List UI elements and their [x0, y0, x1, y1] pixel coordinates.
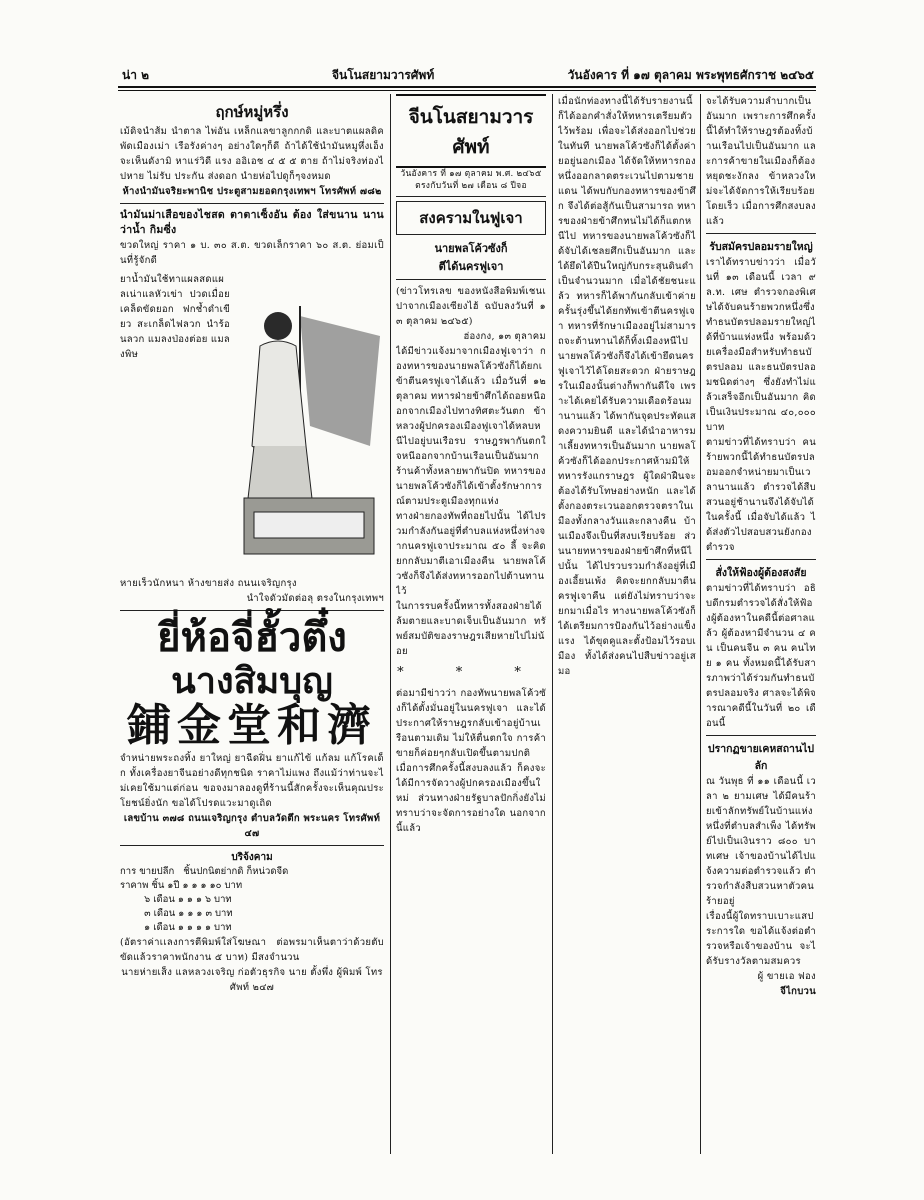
page-number: น่า ๒ [122, 68, 150, 82]
divider [120, 203, 384, 204]
flag-shape [300, 316, 380, 446]
header-rule-thin [118, 90, 816, 91]
section-stars: * * * [397, 665, 545, 680]
rates-title: บริจ้งคาม [231, 852, 273, 863]
section-body: ตามข่าวที่ได้ทราบว่า คนร้ายพวกนี้ได้ทำธนบัตรปลอมออกจำหน่ายมาเป็นเวลานานแล้ว ตำรวจได้สืบสวนอยู่ช้านานจึงได้จับได้ในครั้งนี้ เมื่อจับได้แล้ว ได้ส่งตัวไปสอบสวนยังกองตำรวจ [706, 437, 816, 553]
place-date: ฮ่องกง, ๑๓ ตุลาคม [463, 331, 546, 342]
shop-brand-chinese: 鋪金堂和濟 [127, 700, 377, 751]
column-divider-1 [390, 94, 391, 1154]
column-news [706, 94, 816, 1154]
headline: สงครามในฟูเจา [396, 201, 546, 235]
story-paragraph: ทางฝ่ายกองทัพที่ถอยไปนั้น ได้ไปรวมกำลังกันอยู่ที่ตำบลแห่งหนึ่งห่างจากนครฟูเจาประมาณ ๕๐ ลี้ จะคิดยกกลับมาตีเอาเมืองคืน นายพลโค้วซังก็จึงได้ส่งทหารออกไปต้านทานไว้ [396, 511, 546, 597]
header-rule [118, 86, 816, 88]
column-story-continued [558, 94, 696, 1154]
column-divider-2 [552, 94, 553, 1154]
shop-body: จำหน่ายพระถงทิ้ง ยาใหญ่ ยาฉีดฝิ่น ยาแก้ไข้ แก้ลม แก้โรคเด็ก ทั้งเครื่องยาจีนอย่างดีทุกชนิด ราคาไม่แพง ถึงแม้ว่าท่านจะไม่เคยใช้มาแต่ก่อน ขอจงมาลองดูที่ร้านนี้สักครั้งจะเห็นคุณประโยชน์ยิ่งนัก ขอได้โปรดแวะมาดูเถิด [120, 753, 384, 809]
box-label [254, 512, 364, 538]
figure-head [264, 312, 292, 340]
figure-body [252, 341, 306, 456]
column-main-story [396, 94, 546, 1154]
shop-brand-thai: ยี่ห้อจี่ฮั้วตึ๋ง [157, 614, 347, 661]
divider [706, 233, 816, 234]
divider [120, 610, 384, 611]
store-line: ห้างนำมันจริยะพานิช ประตูสามยอดกรุงเทพฯ โทรศัพท์ ๗๘๒ [122, 186, 382, 197]
ad-body: ขวดใหญ่ ราคา ๑ บ. ๓๐ ส.ต. ขวดเล็กราคา ๖๐ ส.ต. ย่อมเป็นที่รู้จักดี [120, 240, 384, 266]
story-paragraph: ต่อมามีข่าวว่า กองทัพนายพลโค้วซังก็ได้ตั้งมั่นอยู่ในนครฟูเจา และได้ประกาศให้ราษฎรกลับเข้าอยู่บ้านเรือนตามเดิม ไม่ให้ตื่นตกใจ การค้าขายก็ค่อยๆกลับเปิดขึ้นตามปกติ [396, 688, 546, 759]
notice-title: ฤกษ์หมู่หรึ่ง [215, 103, 289, 121]
masthead: จีนโนสยามวารศัพท์ [396, 94, 546, 168]
section-body: เราได้ทราบข่าวว่า เมื่อวันที่ ๑๓ เดือนนี้ เวลา ๙ ล.ท. เศษ ตำรวจกองพิเศษได้จับคนร้ายพวกหนึ่งซึ่งทำธนบัตรปลอมรายใหญ่ได้ที่บ้านแห่งหนึ่ง พร้อมด้วยเครื่องมือสำหรับทำธนบัตรปลอม และธนบัตรปลอมชนิดต่างๆ ซึ่งยังทำไม่แล้วเสร็จอีกเป็นอันมาก คิดเป็นเงินประมาณ ๔๐,๐๐๐ บาท [706, 257, 816, 433]
rates-footnote: (อัตราค่าเเลงการตีพิมพ์ใส่โฆษณา ต่อพรมาเห็นตาว่าด้วยตับ ขัดแล้วราคาพนักงาน ๕ บาท) มีสงจำนวน [120, 937, 384, 963]
divider [396, 196, 546, 197]
subheadline: นายพลโค้วซังก็ [434, 242, 508, 255]
subheadline: ตีได้นครฟูเจา [438, 260, 504, 273]
page-header [122, 66, 814, 84]
rate-line: ๓ เดือน ๑ ๑ ๑ ๓ บาท [120, 908, 233, 919]
shop-brand-thai-2: นางสิมบุญ [171, 660, 333, 702]
column-advertisements [120, 94, 384, 1154]
column-divider-3 [700, 94, 701, 1154]
signature: ผู้ ขายเอ ฟอง [757, 971, 816, 982]
divider [706, 735, 816, 736]
publisher-line: นายห่ายเส็ง แลหลวงเจริญ ก่อตัวธุรกิจ นาย ตั้งพึ่ง ผู้พิมพ์ โทรศัพท์ ๒๔๗ [121, 967, 383, 993]
rate-line: ๖ เดือน ๑ ๑ ๑ ๖ บาท [120, 894, 232, 905]
section-title: สั่งให้ฟ้องผู้ต้องสงสัย [715, 567, 807, 579]
story-paragraph: เมื่อการศึกครั้งนี้สงบลงแล้ว ก็คงจะได้มีการจัดวางผู้ปกครองเมืองขึ้นใหม่ ส่วนทางฝ่ายรัฐบาลปักกิ่งยังไม่ทราบว่าจะจัดการอย่างใด นอกจากนี้แล้ว [396, 763, 546, 834]
signature: จีไกบวน [780, 986, 816, 997]
news-top-text: จะได้รับความลำบากเป็นอันมาก เพราะการศึกครั้งนี้ได้ทำให้ราษฎรต้องทิ้งบ้านเรือนไปเป็นอันมาก และการค้าขายในเมืองก็ต้องหยุดชะงักลง ข้าหลวงใหม่จะได้จัดการให้เรียบร้อยโดยเร็ว เมื่อการศึกสงบลงแล้ว [706, 96, 816, 227]
divider [706, 559, 816, 560]
story-lead: (ข่าวโทรเลข ของหนังสือพิมพ์เชนเปาจากเมืองเซียงไฮ้ ฉบับลงวันที่ ๑๓ ตุลาคม ๒๔๖๕) [396, 286, 546, 327]
shop-address: เลขบ้าน ๓๗๘ ถนนเจริญกรุง ตำบลวัดตึก พระนคร โทรศัพท์ ๔๗ [123, 813, 381, 839]
story-paragraph: ได้มีข่าวแจ้งมาจากเมืองฟูเจาว่า กองทหารของนายพลโค้วซังก็ได้ยกเข้าตีนครฟูเจาได้แล้ว เมื่อวันที่ ๑๒ ตุลาคม ทหารฝ่ายข้าศึกได้ถอยหนีออกจากเมืองไปทางทิศตะวันตก ข้าหลวงผู้ปกครองเมืองฟูเจาได้หลบหนีไปอยู่บนเรือรบ ราษฎรพากันตกใจหนีออกจากบ้านเรือนเป็นอันมาก ร้านค้าทั้งหลายพากันปิด ทหารของนายพลโค้วซังก็ได้เข้าตั้งรักษาการณ์ตามประตูเมืองทุกแห่ง [396, 346, 546, 507]
notice-body: เม้ดิจนำส้ม นำตาล ไพ่อัน เหล็กแลขาลูกกกดิ และบาตแผลดิค พัดเมืองเม่า เรือรังค่างๆ อย่างใดๆก็ดี ถ้าได้ใช้นำมันหมูหึ่งเอ็ง จะเห็นดังามิ หาแร่วิดี แรง ออิเอช ๔ ๕ ๕ ตาย ถ้าไม่จริงท่องไปหาย ไม่รับ ประกัน ส่งดอก นำยห่อไปดูก็ๆจงหมด [120, 126, 384, 182]
rate-line: ราคาพ ชิ้น ๑ปี ๑ ๑ ๑ ๑๐ บาท [120, 880, 243, 891]
paper-name-header: จีนโนสยามวารศัพท์ [332, 68, 435, 82]
rate-line: ๑ เดือน ๑ ๑ ๑ ๑ บาท [120, 922, 232, 933]
ad-title: นำมันม่าเสือของไชสด ตาตาเซ็งอัน ต้อง ใส่ขนาน นานว่าน้ำ กิมซี่ง [120, 209, 384, 236]
issue-line: วันอังคาร ที่ ๑๗ ตุลาคม พ.ศ. ๒๔๖๕ ตรงกับวันที่ ๒๗ เดือน ๘ ปีจอ [400, 169, 542, 191]
ad-body-side: ยาน้ำมันใช้ทาแผลสดแผลเน่าแลหัวเข่า ปวดเมื่อย เคล็ดขัดยอก ฟกช้ำดำเขียว สะเกล็ดไฟลวก นำร้อนลวก แมลงป่องต่อย แมลงพิษ [120, 274, 231, 360]
section-title: ปรากฏขายเคหสถานไปลัก [707, 743, 815, 772]
ad-illustration [120, 272, 384, 572]
rate-line: การ ขายปลีก ชิ้นปกนิตย่ากดิ ก็หน่วดจีด [120, 866, 289, 877]
ad-body-tail: หายเร็วนักหนา ห้างขายส่ง ถนนเจริญกรุง [120, 578, 297, 589]
woman-with-flag-illustration [230, 276, 384, 566]
divider [396, 279, 546, 280]
date-line: วันอังคาร ที่ ๑๗ ตุลาคม พระพุทธศักราช ๒๔๖๕ [567, 68, 814, 82]
section-body: ตามข่าวที่ได้ทราบว่า อธิบดีกรมตำรวจได้สั่งให้ฟ้องผู้ต้องหาในคดีนี้ต่อศาลแล้ว ผู้ต้องหามีจำนวน ๔ คน เป็นคนจีน ๓ คน คนไทย ๑ คน ทั้งหมดนี้ได้รับสารภาพว่าได้ร่วมกันทำธนบัตรปลอมจริง ศาลจะได้พิจารณาคดีนี้ในวันที่ ๒๐ เดือนนี้ [706, 583, 816, 729]
section-title: รับสมัครปลอมรายใหญ่ [709, 241, 813, 253]
ad-caption: นำใจดัวมัดต่อลุ ตรงในกรุงเทพฯ [246, 593, 384, 604]
section-body: เรื่องนี้ผู้ใดทราบเบาะแสประการใด ขอได้แจ้งต่อตำรวจหรือเจ้าของบ้าน จะได้รับรางวัลตามสมควร [706, 911, 816, 967]
story-continued-text: เมื่อนักท่องทางนี้ได้รับรายงานนี้ ก็ได้ออกคำสั่งให้ทหารเตรียมตัวไว้พร้อม เพื่อจะได้ส่งออกไปช่วยในทันที นายพลโค้วซังก็ได้ตั้งค่ายอยู่นอกเมือง ได้จัดให้ทหารกองหนึ่งออกลาดตระเวนไปตามชายแดน ได้พบกับกองทหารของข้าศึก จึงได้ต่อสู้กันเป็นสามารถ ทหารของฝ่ายข้าศึกทนไม่ได้ก็แตกหนีไป ทหารของนายพลโค้วซังก็ได้จับได้เชลยศึกเป็นอันมาก และได้ยึดได้ปืนใหญ่กับกระสุนดินดำเป็นจำนวนมาก เมื่อได้ชัยชนะแล้ว ทหารก็ได้พากันกลับเข้าค่าย ครั้นรุ่งขึ้นได้ยกทัพเข้าตีนครฟูเจา ทหารที่รักษาเมืองอยู่ไม่สามารถจะต้านทานได้ก็ทิ้งเมืองหนีไป นายพลโค้วซังก็จึงได้เข้ายึดนครฟูเจาไว้ได้โดยสะดวก ฝ่ายราษฎรในเมืองนั้นต่างก็พากันดีใจ เพราะได้เคยได้รับความเดือดร้อนมานานแล้ว ได้พากันจุดประทัดแสดงความยินดี และได้นำอาหารมาเลี้ยงทหารเป็นอันมาก นายพลโค้วซังก็ได้ออกประกาศห้ามมิให้ทหารรังแกราษฎร ผู้ใดฝ่าฝืนจะต้องได้รับโทษอย่างหนัก และได้ตั้งกองตระเวนออกตรวจตราในเมืองทั้งกลางวันและกลางคืน บ้านเมืองจึงเป็นที่สงบเรียบร้อย ส่วนนายทหารของฝ่ายข้าศึกที่หนีไปนั้น ได้ไปรวบรวมกำลังอยู่ที่เมืองเอี้ยนเพ้ง คิดจะยกกลับมาตีนครฟูเจาคืน แต่ยังไม่ทราบว่าจะยกมาเมื่อไร ทางนายพลโค้วซังก็ได้เตรียมการป้องกันไว้อย่างแข็งแรง ได้ขุดคูและตั้งป้อมไว้รอบเมือง ทั้งได้ส่งคนไปสืบข่าวอยู่เสมอ [558, 96, 696, 677]
section-body: ณ วันพุธ ที่ ๑๑ เดือนนี้ เวลา ๒ ยามเศษ ได้มีคนร้ายเข้าลักทรัพย์ในบ้านแห่งหนึ่งที่ตำบลสำเพ็ง ได้ทรัพย์ไปเป็นเงินราว ๘๐๐ บาทเศษ เจ้าของบ้านได้ไปแจ้งความต่อตำรวจแล้ว ตำรวจกำลังสืบสวนหาตัวคนร้ายอยู่ [706, 776, 816, 907]
divider [120, 845, 384, 846]
story-paragraph: ในการรบครั้งนี้ทหารทั้งสองฝ่ายได้ล้มตายและบาดเจ็บเป็นอันมาก ทรัพย์สมบัติของราษฎรเสียหายไปไม่น้อย [396, 601, 546, 657]
